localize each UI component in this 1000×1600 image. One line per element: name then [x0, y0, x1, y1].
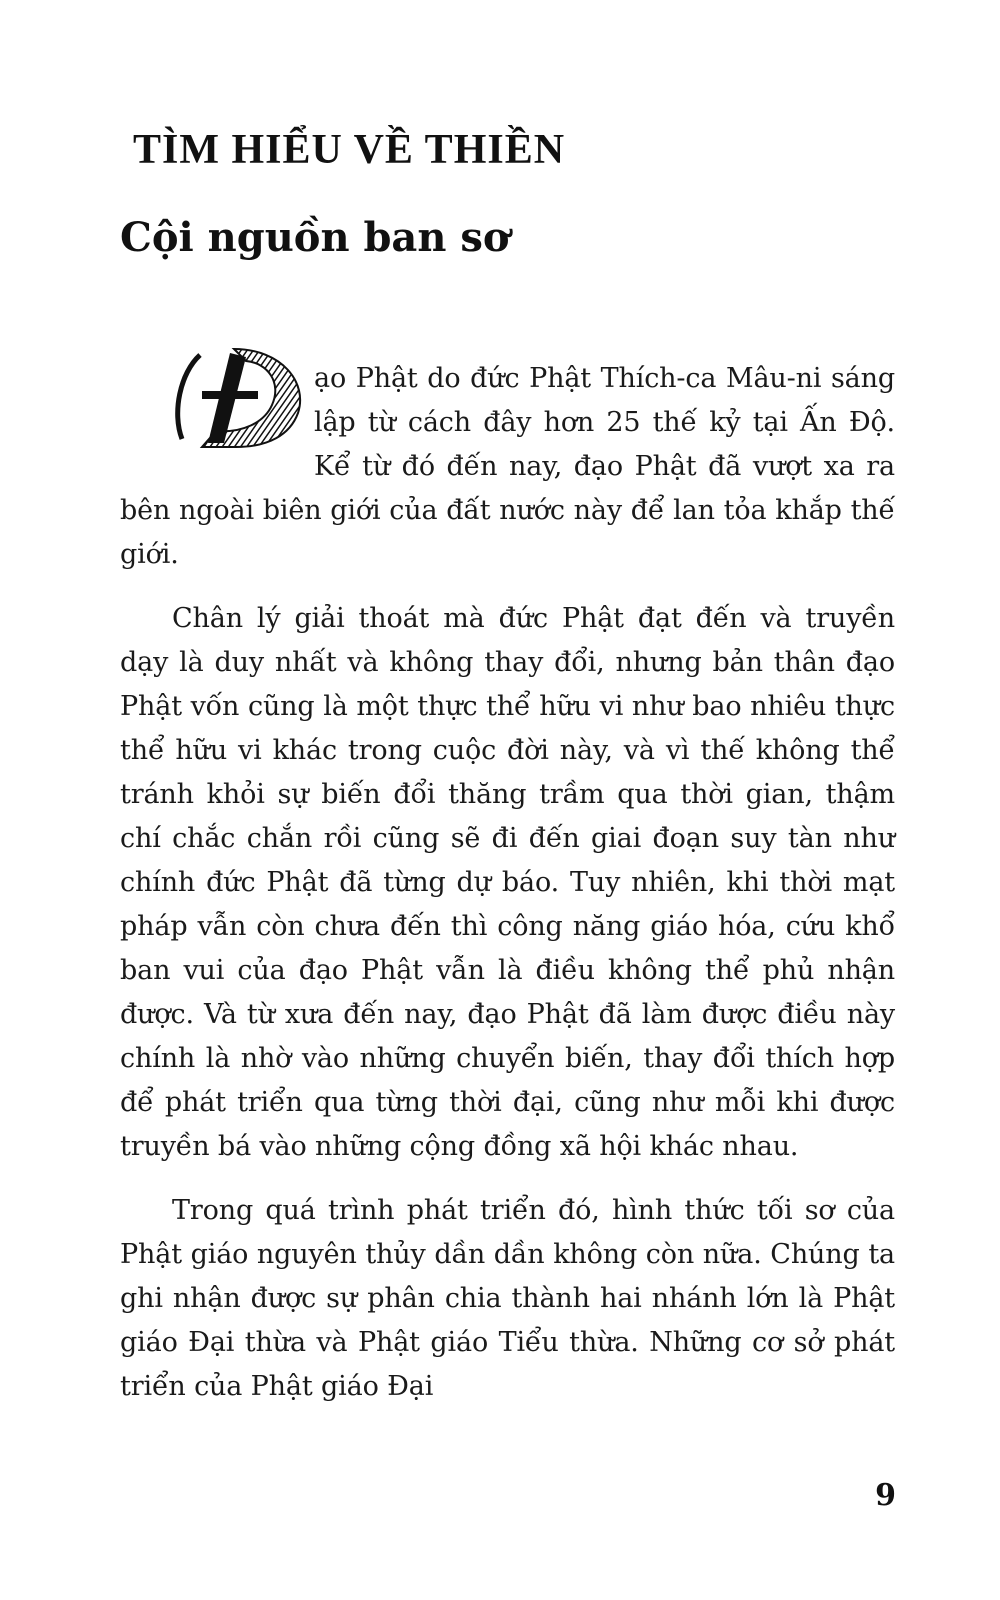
paragraph-2: Chân lý giải thoát mà đức Phật đạt đến và truyền dạy là duy nhất và không thay đổi, nhưng bản thân đạo Phật vốn cũng là một thực thể hữu vi như bao nhiêu thực thể hữu vi khác trong cuộc đời này, và vì thế không thể tránh khỏi sự biến đổi thăng trầm qua thời gian, thậm chí chắc chắn rồi cũng sẽ đi đến giai đoạn suy tàn như chính đức Phật đã từng dự báo. Tuy nhiên, khi thời mạt pháp vẫn còn chưa đến thì công năng giáo hóa, cứu khổ ban vui của đạo Phật vẫn là điều không thể phủ nhận được. Và từ xưa đến nay, đạo Phật đã làm được điều này chính là nhờ vào những chuyển biến, thay đổi thích hợp để phát triển qua từng thời đại, cũng như mỗi khi được truyền bá vào những cộng đồng xã hội khác nhau. [120, 603, 895, 1162]
body-text [120, 357, 895, 1429]
page-number: 9 [875, 1478, 896, 1513]
paragraph-3: Trong quá trình phát triển đó, hình thức tối sơ của Phật giáo nguyên thủy dần dần không còn nữa. Chúng ta ghi nhận được sự phân chia thành hai nhánh lớn là Phật giáo Đại thừa và Phật giáo Tiểu thừa. Những cơ sở phát triển của Phật giáo Đại [120, 1195, 895, 1402]
paragraph-1-text: ạo Phật do đức Phật Thích-ca Mâu-ni sáng lập từ cách đây hơn 25 thế kỷ tại Ấn Độ. Kể từ đó đến nay, đạo Phật đã vượt xa ra bên ngoài biên giới của đất nước này để lan tỏa khắp thế giới. [120, 363, 895, 570]
drop-cap-d-icon [120, 357, 312, 453]
ornate-letter-d-icon [172, 343, 312, 453]
section-title: Cội nguồn ban sơ [120, 214, 510, 261]
paragraph-1 [120, 357, 895, 577]
chapter-title: TÌM HIỂU VỀ THIỀN [133, 127, 566, 173]
